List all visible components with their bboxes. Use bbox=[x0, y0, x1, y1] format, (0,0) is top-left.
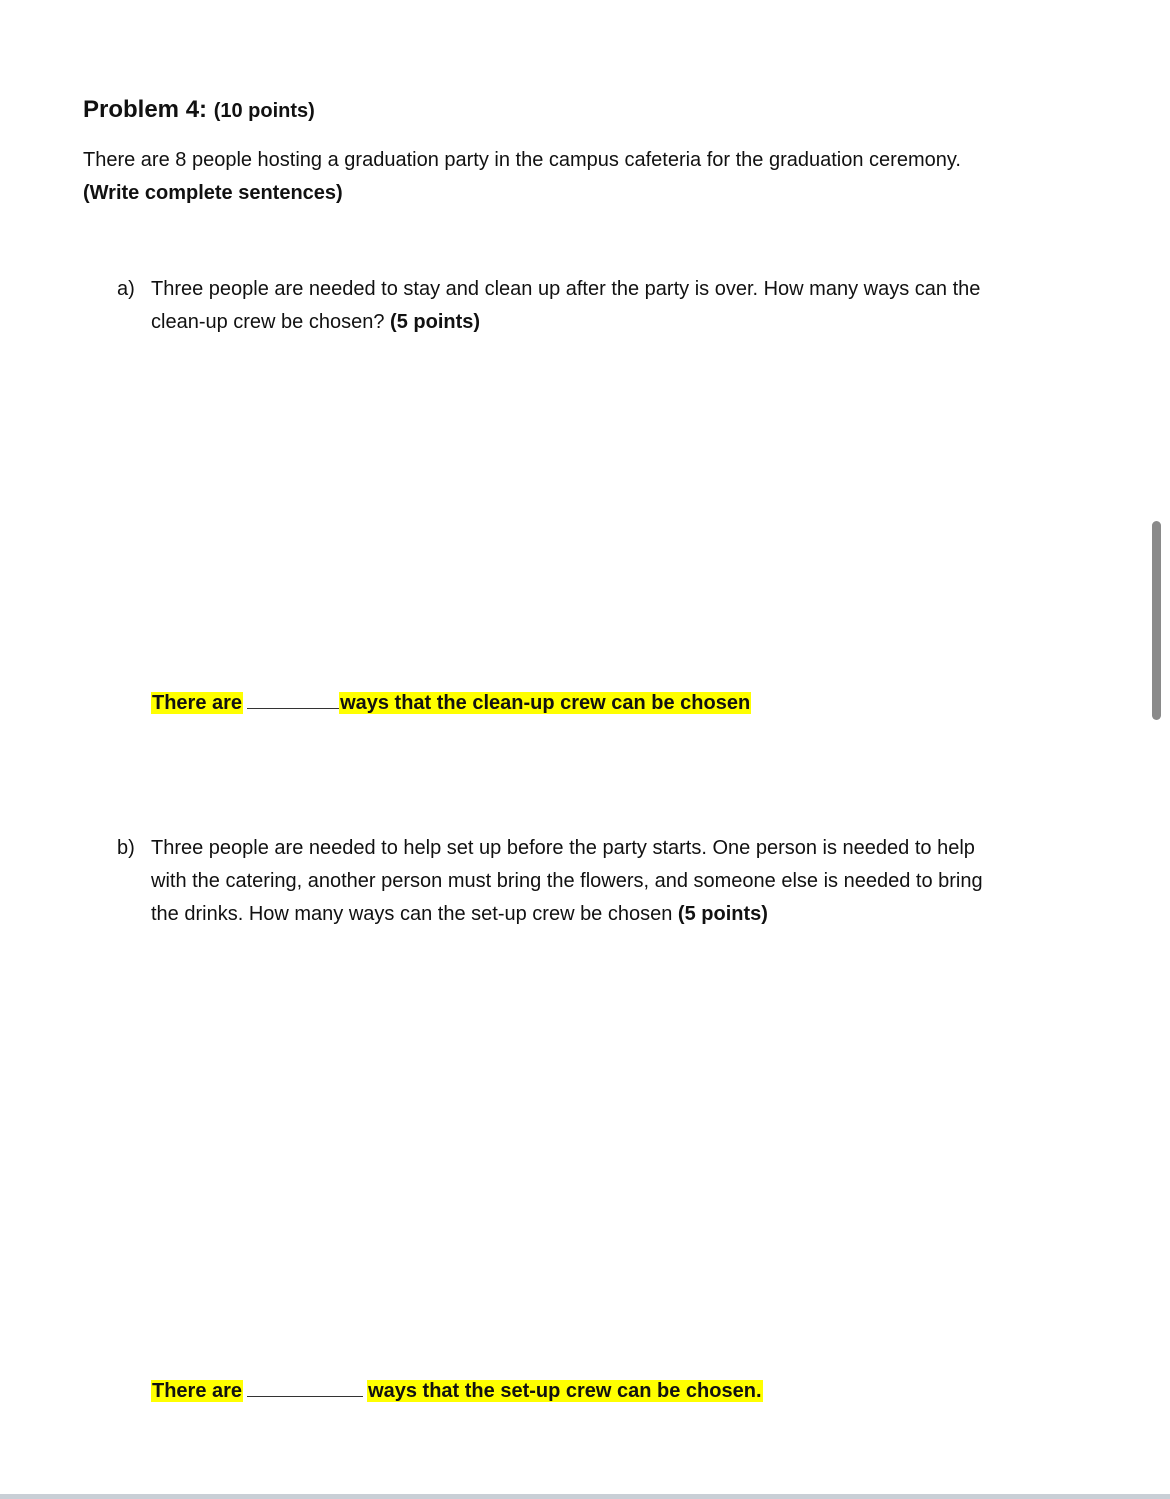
part-b-answer-prefix: There are bbox=[152, 1380, 243, 1402]
part-a-line2 bbox=[151, 311, 480, 334]
part-b-line2: with the catering, another person must bring the flowers, and someone else is needed to bring bbox=[151, 870, 983, 892]
page-bottom-edge bbox=[0, 1494, 1170, 1499]
part-b-line3 bbox=[151, 903, 768, 926]
part-a-points: (5 points) bbox=[390, 311, 481, 333]
part-b-answer-blank[interactable] bbox=[247, 1380, 363, 1397]
part-a-answer-prefix: There are bbox=[152, 692, 243, 714]
problem-intro: There are 8 people hosting a graduation party in the campus cafeteria for the graduation ceremony. bbox=[83, 149, 961, 171]
vertical-scrollbar[interactable] bbox=[1152, 521, 1161, 720]
problem-instruction: (Write complete sentences) bbox=[83, 182, 343, 204]
part-a-answer-blank[interactable] bbox=[247, 692, 339, 709]
part-a-answer-suffix: ways that the clean-up crew can be chosen bbox=[340, 692, 751, 714]
problem-title bbox=[83, 96, 315, 124]
part-a-line2-text: clean-up crew be chosen? bbox=[151, 311, 385, 333]
part-b-label: b) bbox=[117, 837, 135, 859]
part-b-line3-text: the drinks. How many ways can the set-up crew be chosen bbox=[151, 903, 673, 925]
part-b-line1: Three people are needed to help set up before the party starts. One person is needed to help bbox=[151, 837, 975, 859]
part-b-answer-suffix: ways that the set-up crew can be chosen. bbox=[368, 1380, 762, 1402]
part-b-answer bbox=[151, 1380, 763, 1403]
problem-title-text: Problem 4: bbox=[83, 96, 208, 123]
part-b-points: (5 points) bbox=[677, 903, 768, 925]
part-a-label: a) bbox=[117, 278, 135, 300]
part-a-line1: Three people are needed to stay and clean up after the party is over. How many ways can the bbox=[151, 278, 981, 300]
part-a-answer bbox=[151, 692, 751, 715]
problem-points: (10 points) bbox=[213, 100, 315, 122]
